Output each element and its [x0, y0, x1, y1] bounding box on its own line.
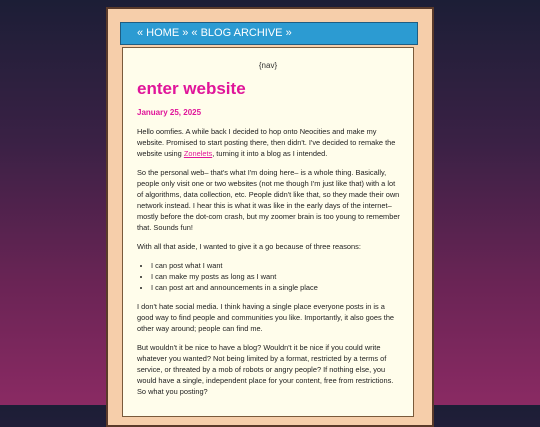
list-item: • I can post what I want	[151, 260, 401, 271]
top-nav-bar	[120, 22, 418, 45]
list-item: • I can make my posts as long as I want	[151, 271, 401, 282]
paragraph-intro	[137, 126, 401, 159]
paragraph-text: Hello oomfies. A while back I decided to hop onto Neocities and make my website. Promised to start posting there, then didn't. I've decided to remake the website using	[137, 127, 396, 158]
paragraph-blog-question: But wouldn't it be nice to have a blog? Wouldn't it be nice if you could write whatever you wanted? Not being limited by a format, restricted by a terms of service, or threated by a mob of robots or angry people? If nothing else, you would have a single, independent place for your content, free from restrictions. So what you posting?	[137, 343, 394, 396]
paragraph-social-media: I don't hate social media. I think having a single place everyone posts in is a good way to find people and communities you like. Importantly, it also goes the other way around; people can find me.	[137, 302, 395, 333]
home-link[interactable]: « HOME »	[137, 27, 189, 39]
paragraph-text: , turning it into a blog as I intended.	[212, 149, 328, 158]
post-date: January 25, 2025	[137, 108, 202, 117]
paragraph-personal-web: So the personal web– that's what I'm doing here– is a whole thing. Basically, people only visit one or two websites (not me though I'm just like that) with a lot of algorithms, data collection, etc. People didn't like that, so they made their own network instead. I hear this is what it was like in the early days of the internet– mostly before the dot-com crash, but my zoomer brain is too young to remember that. Sounds fun!	[137, 168, 400, 232]
paragraph-reasons-intro: With all that aside, I wanted to give it a go because of three reasons:	[137, 242, 361, 251]
list-item: • I can post art and announcements in a single place	[151, 282, 401, 293]
post-title: enter website	[137, 79, 246, 98]
nav-placeholder: {nav}	[258, 61, 278, 70]
blog-archive-link[interactable]: « BLOG ARCHIVE »	[191, 27, 292, 39]
post-body	[137, 126, 401, 405]
post-container	[122, 47, 414, 417]
reasons-list	[137, 260, 401, 293]
zonelets-link[interactable]: Zonelets	[183, 149, 213, 158]
